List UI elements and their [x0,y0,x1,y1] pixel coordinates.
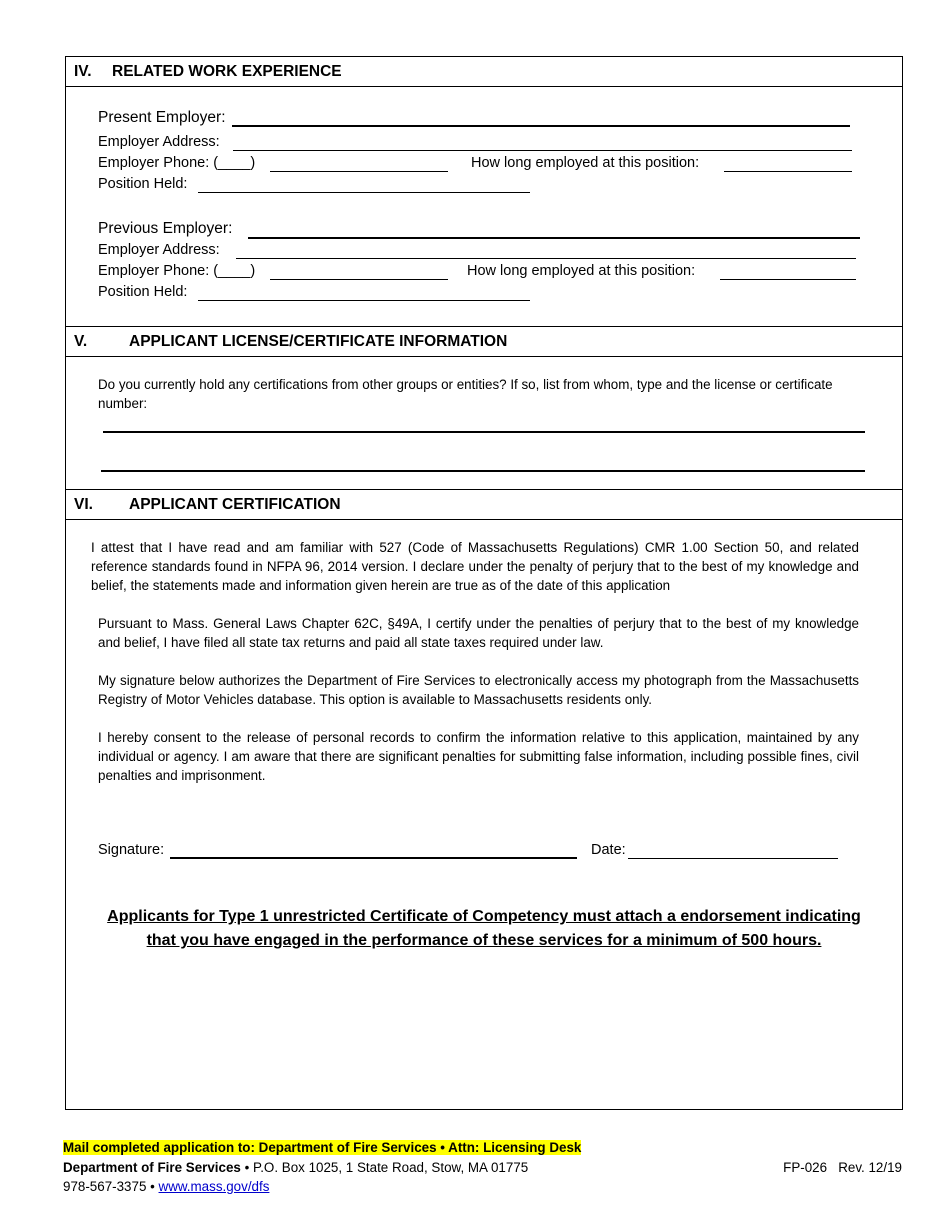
notice-line-1: Applicants for Type 1 unrestricted Certificate of Competency must attach a endorsement indicating [107,908,861,925]
tax-certification-paragraph: Pursuant to Mass. General Laws Chapter 62C, §49A, I certify under the penalties of perjury that to the best of my knowledge and belief, I have filed all state tax returns and paid all state taxes required under law. [98,616,859,650]
previous-employer-field[interactable] [248,237,860,239]
previous-employer-address-label: Employer Address: [98,242,220,258]
dept-address: • P.O. Box 1025, 1 State Road, Stow, MA 01775 [240,1160,529,1175]
form-revision: FP-026 Rev. 12/19 [783,1160,902,1175]
certifications-answer-line-1[interactable] [103,431,865,433]
date-field[interactable] [628,858,838,859]
dept-address-line [63,1160,528,1175]
section-title: APPLICANT CERTIFICATION [129,496,341,513]
previous-position-held-field[interactable] [198,300,530,301]
previous-employer-address-field[interactable] [236,258,856,259]
certifications-question: Do you currently hold any certifications from other groups or entities? If so, list from whom, type and the license or certificate number: [98,377,833,411]
position-held-label: Position Held: [98,176,188,192]
type1-notice [86,905,882,953]
previous-employer-phone-label: Employer Phone: (____) [98,263,256,279]
previous-how-long-label: How long employed at this position: [467,263,696,279]
mail-instructions [63,1140,581,1155]
employer-phone-field[interactable] [270,171,448,172]
previous-how-long-field[interactable] [720,279,856,280]
employer-address-label: Employer Address: [98,134,220,150]
phone-number: 978-567-3375 • [63,1179,159,1194]
previous-employer-label: Previous Employer: [98,220,233,237]
employer-phone-label: Employer Phone: (____) [98,155,256,171]
application-form [65,56,903,1110]
how-long-field[interactable] [724,171,852,172]
section-title: RELATED WORK EXPERIENCE [112,63,342,80]
certifications-answer-line-2[interactable] [101,470,865,472]
rmv-authorization-paragraph: My signature below authorizes the Department of Fire Services to electronically access my photograph from the Massachusetts Registry of Motor Vehicles database. This option is available to Massachusetts residents only. [98,673,859,707]
how-long-label: How long employed at this position: [471,155,700,171]
section-number: IV. [74,63,92,80]
section-vi-header [66,489,902,520]
date-label: Date: [591,842,626,858]
section-title: APPLICANT LICENSE/CERTIFICATE INFORMATION [129,333,508,350]
section-iv-header [66,57,902,87]
present-employer-field[interactable] [232,125,850,127]
previous-employer-phone-field[interactable] [270,279,448,280]
signature-field[interactable] [170,857,577,859]
employer-address-field[interactable] [233,150,852,151]
previous-position-held-label: Position Held: [98,284,188,300]
section-number: V. [74,333,88,350]
contact-line [63,1179,269,1194]
website-link[interactable]: www.mass.gov/dfs [158,1179,270,1194]
present-employer-label: Present Employer: [98,109,226,126]
section-number: VI. [74,496,93,513]
dept-name: Department of Fire Services [63,1160,241,1175]
position-held-field[interactable] [198,192,530,193]
section-v-header [66,326,902,357]
mail-to-highlight: Mail completed application to: Department of Fire Services • Attn: Licensing Desk [63,1140,582,1155]
notice-line-2: that you have engaged in the performance of these services for a minimum of 500 hours. [146,932,822,949]
signature-label: Signature: [98,842,165,858]
records-consent-paragraph: I hereby consent to the release of personal records to confirm the information relative to this application, maintained by any individual or agency. I am aware that there are significant penalties for submitting false information, including possible fines, civil penalties and imprisonment. [98,730,859,783]
attestation-paragraph: I attest that I have read and am familiar with 527 (Code of Massachusetts Regulations) CMR 1.00 Section 50, and related reference standards found in NFPA 96, 2014 version. I declare under the penalty of perjury that to the best of my knowledge and belief, the statements made and information given herein are true as of the date of this application [91,540,859,593]
